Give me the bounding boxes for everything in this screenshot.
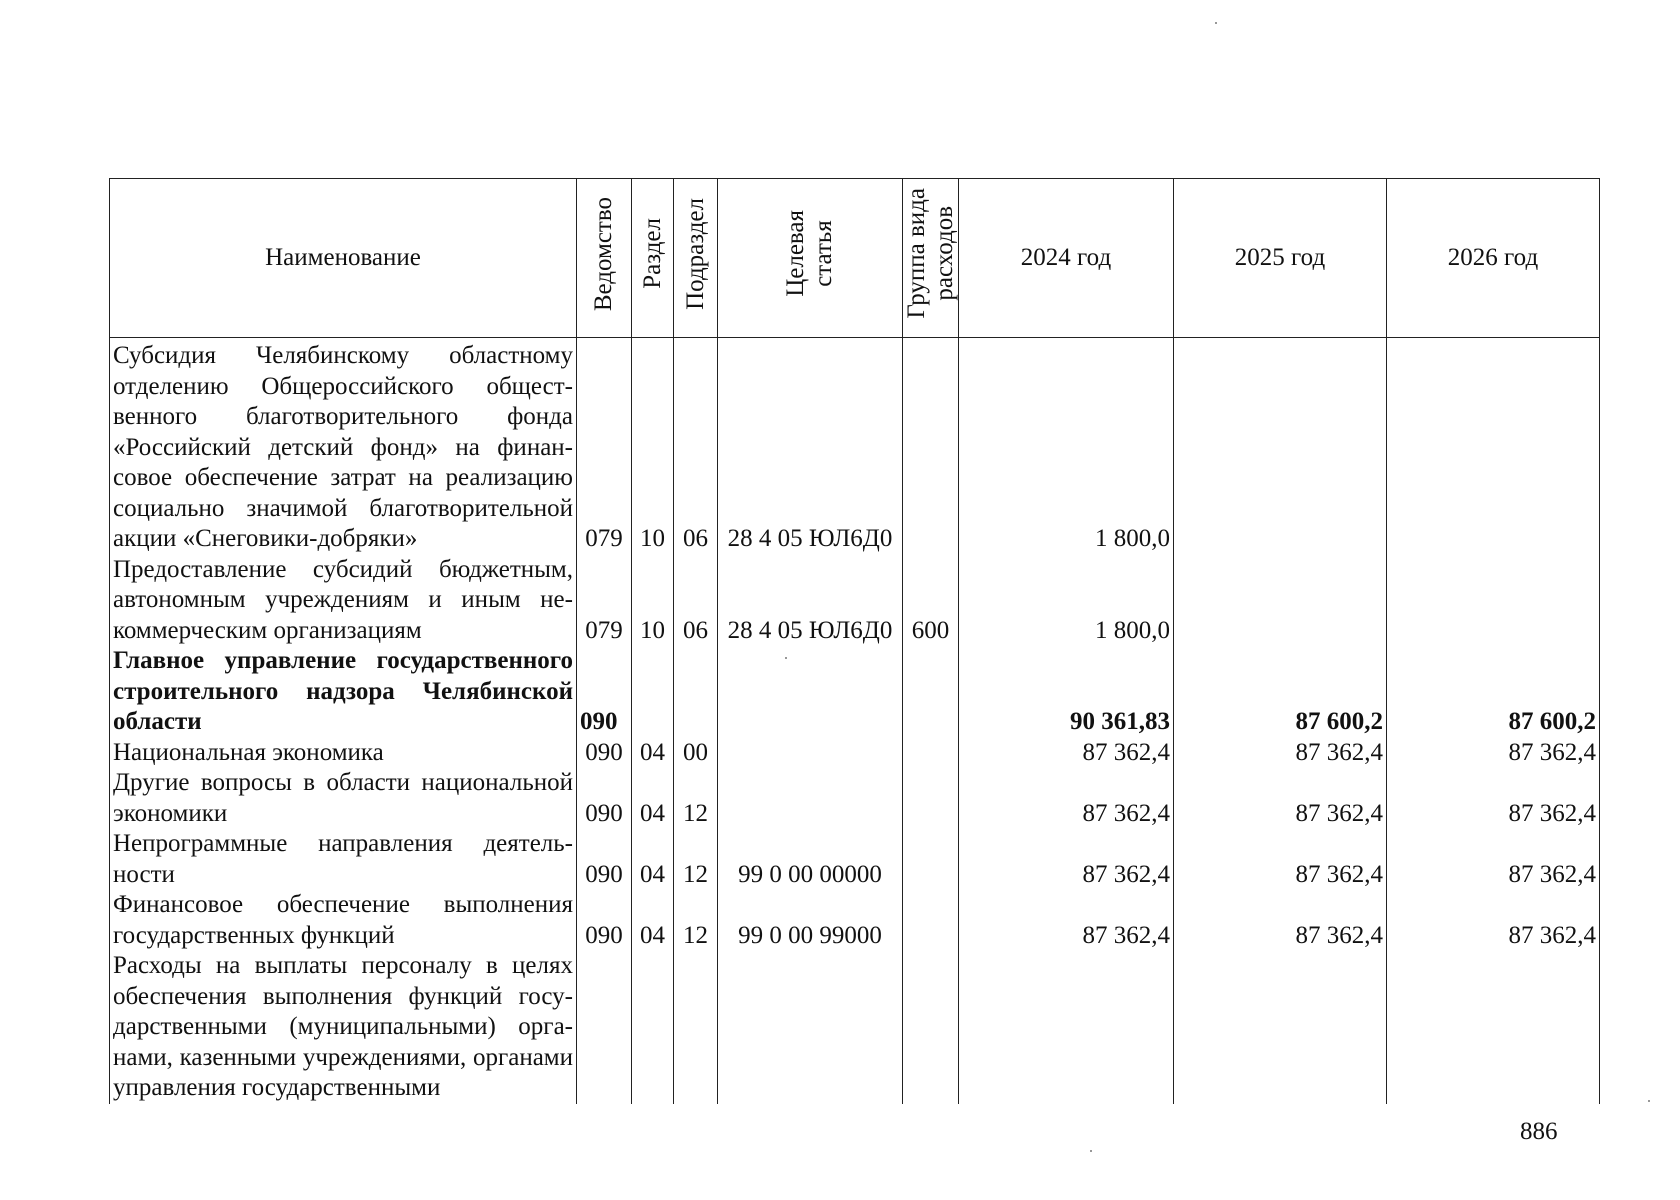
table-row bbox=[110, 646, 1600, 738]
header-year-2024: 2024 год bbox=[959, 179, 1174, 338]
row-2024: 87 362,4 bbox=[959, 829, 1174, 890]
row-2026: 87 362,4 bbox=[1387, 829, 1600, 890]
table-row bbox=[110, 555, 1600, 647]
row-name: Финансовое обеспечение выполнения государственных функций bbox=[110, 890, 577, 951]
row-2026: 87 600,2 bbox=[1387, 646, 1600, 738]
budget-table bbox=[109, 178, 1600, 1104]
header-vedomstvo: Ведомство bbox=[577, 179, 632, 338]
row-gruppa-vida bbox=[903, 768, 959, 829]
row-celevaya-statya bbox=[718, 768, 903, 829]
row-2025 bbox=[1174, 951, 1387, 1104]
row-celevaya-statya: 99 0 00 99000 bbox=[718, 890, 903, 951]
row-name: Предоставление субсидий бюджетным, автономным учреждениям и иным некоммерческим организациям bbox=[110, 555, 577, 647]
table-row bbox=[110, 768, 1600, 829]
scan-speck bbox=[1648, 1100, 1650, 1102]
row-vedomstvo: 090 bbox=[577, 890, 632, 951]
row-razdel: 10 bbox=[632, 338, 674, 555]
row-name: Другие вопросы в области национальной экономики bbox=[110, 768, 577, 829]
row-razdel bbox=[632, 951, 674, 1104]
row-celevaya-statya bbox=[718, 646, 903, 738]
row-celevaya-statya: 28 4 05 ЮЛ6Д0 bbox=[718, 555, 903, 647]
scan-speck bbox=[1090, 1150, 1092, 1152]
row-gruppa-vida bbox=[903, 646, 959, 738]
row-razdel: 04 bbox=[632, 829, 674, 890]
row-gruppa-vida bbox=[903, 829, 959, 890]
row-podrazdel: 12 bbox=[674, 768, 718, 829]
header-year-2025: 2025 год bbox=[1174, 179, 1387, 338]
row-celevaya-statya: 99 0 00 00000 bbox=[718, 829, 903, 890]
header-razdel: Раздел bbox=[632, 179, 674, 338]
row-razdel: 04 bbox=[632, 738, 674, 769]
header-gruppa-vida-rashodov: Группа вида расходов bbox=[903, 179, 959, 338]
row-podrazdel bbox=[674, 646, 718, 738]
row-celevaya-statya bbox=[718, 738, 903, 769]
table-row bbox=[110, 951, 1600, 1104]
row-2025: 87 362,4 bbox=[1174, 738, 1387, 769]
header-name: Наименование bbox=[110, 179, 577, 338]
row-podrazdel: 06 bbox=[674, 338, 718, 555]
row-gruppa-vida bbox=[903, 338, 959, 555]
row-2026 bbox=[1387, 555, 1600, 647]
row-2026: 87 362,4 bbox=[1387, 890, 1600, 951]
row-vedomstvo: 079 bbox=[577, 555, 632, 647]
scan-speck bbox=[785, 657, 787, 659]
table-row bbox=[110, 829, 1600, 890]
row-gruppa-vida bbox=[903, 890, 959, 951]
row-name: Национальная экономика bbox=[110, 738, 577, 769]
row-razdel: 04 bbox=[632, 890, 674, 951]
row-gruppa-vida bbox=[903, 738, 959, 769]
row-gruppa-vida: 600 bbox=[903, 555, 959, 647]
row-razdel bbox=[632, 646, 674, 738]
row-2025: 87 362,4 bbox=[1174, 890, 1387, 951]
row-celevaya-statya bbox=[718, 951, 903, 1104]
row-2025: 87 362,4 bbox=[1174, 829, 1387, 890]
row-podrazdel: 12 bbox=[674, 890, 718, 951]
row-2026 bbox=[1387, 338, 1600, 555]
row-celevaya-statya: 28 4 05 ЮЛ6Д0 bbox=[718, 338, 903, 555]
row-name: Главное управление государственного строительного надзора Челябинской области bbox=[110, 646, 577, 738]
table-header bbox=[110, 179, 1600, 338]
row-2024: 1 800,0 bbox=[959, 338, 1174, 555]
header-celevaya-statya: Целевая статья bbox=[718, 179, 903, 338]
row-razdel: 04 bbox=[632, 768, 674, 829]
row-2026 bbox=[1387, 951, 1600, 1104]
row-2026: 87 362,4 bbox=[1387, 768, 1600, 829]
table-row bbox=[110, 890, 1600, 951]
header-podrazdel: Подраздел bbox=[674, 179, 718, 338]
table-row bbox=[110, 338, 1600, 555]
row-razdel: 10 bbox=[632, 555, 674, 647]
row-2024: 87 362,4 bbox=[959, 738, 1174, 769]
row-name: Непрограммные направления деятельности bbox=[110, 829, 577, 890]
row-2024: 1 800,0 bbox=[959, 555, 1174, 647]
row-2024: 87 362,4 bbox=[959, 890, 1174, 951]
row-2025 bbox=[1174, 338, 1387, 555]
row-2024: 90 361,83 bbox=[959, 646, 1174, 738]
scan-speck bbox=[1215, 22, 1217, 24]
row-gruppa-vida bbox=[903, 951, 959, 1104]
row-2024: 87 362,4 bbox=[959, 768, 1174, 829]
row-name: Расходы на выплаты персоналу в целях обеспечения выполнения функций государственными (муниципальными) органами, казенными учреждениями, органами управления государственными bbox=[110, 951, 577, 1104]
row-2025 bbox=[1174, 555, 1387, 647]
table-body bbox=[110, 338, 1600, 1104]
row-vedomstvo: 090 bbox=[577, 829, 632, 890]
row-vedomstvo: 090 bbox=[577, 646, 632, 738]
row-podrazdel: 12 bbox=[674, 829, 718, 890]
row-vedomstvo: 090 bbox=[577, 768, 632, 829]
row-2024 bbox=[959, 951, 1174, 1104]
row-2026: 87 362,4 bbox=[1387, 738, 1600, 769]
row-vedomstvo: 079 bbox=[577, 338, 632, 555]
row-vedomstvo: 090 bbox=[577, 738, 632, 769]
row-2025: 87 600,2 bbox=[1174, 646, 1387, 738]
row-podrazdel: 00 bbox=[674, 738, 718, 769]
row-vedomstvo bbox=[577, 951, 632, 1104]
page-number: 886 bbox=[1520, 1118, 1558, 1145]
row-name: Субсидия Челябинскому областному отделению Общероссийского общественного благотворительного фонда «Российский детский фонд» на финансовое обеспечение затрат на реализацию социально значимой благотворительной акции «Снеговики-добряки» bbox=[110, 338, 577, 555]
row-podrazdel: 06 bbox=[674, 555, 718, 647]
table-row bbox=[110, 738, 1600, 769]
row-2025: 87 362,4 bbox=[1174, 768, 1387, 829]
row-podrazdel bbox=[674, 951, 718, 1104]
header-year-2026: 2026 год bbox=[1387, 179, 1600, 338]
